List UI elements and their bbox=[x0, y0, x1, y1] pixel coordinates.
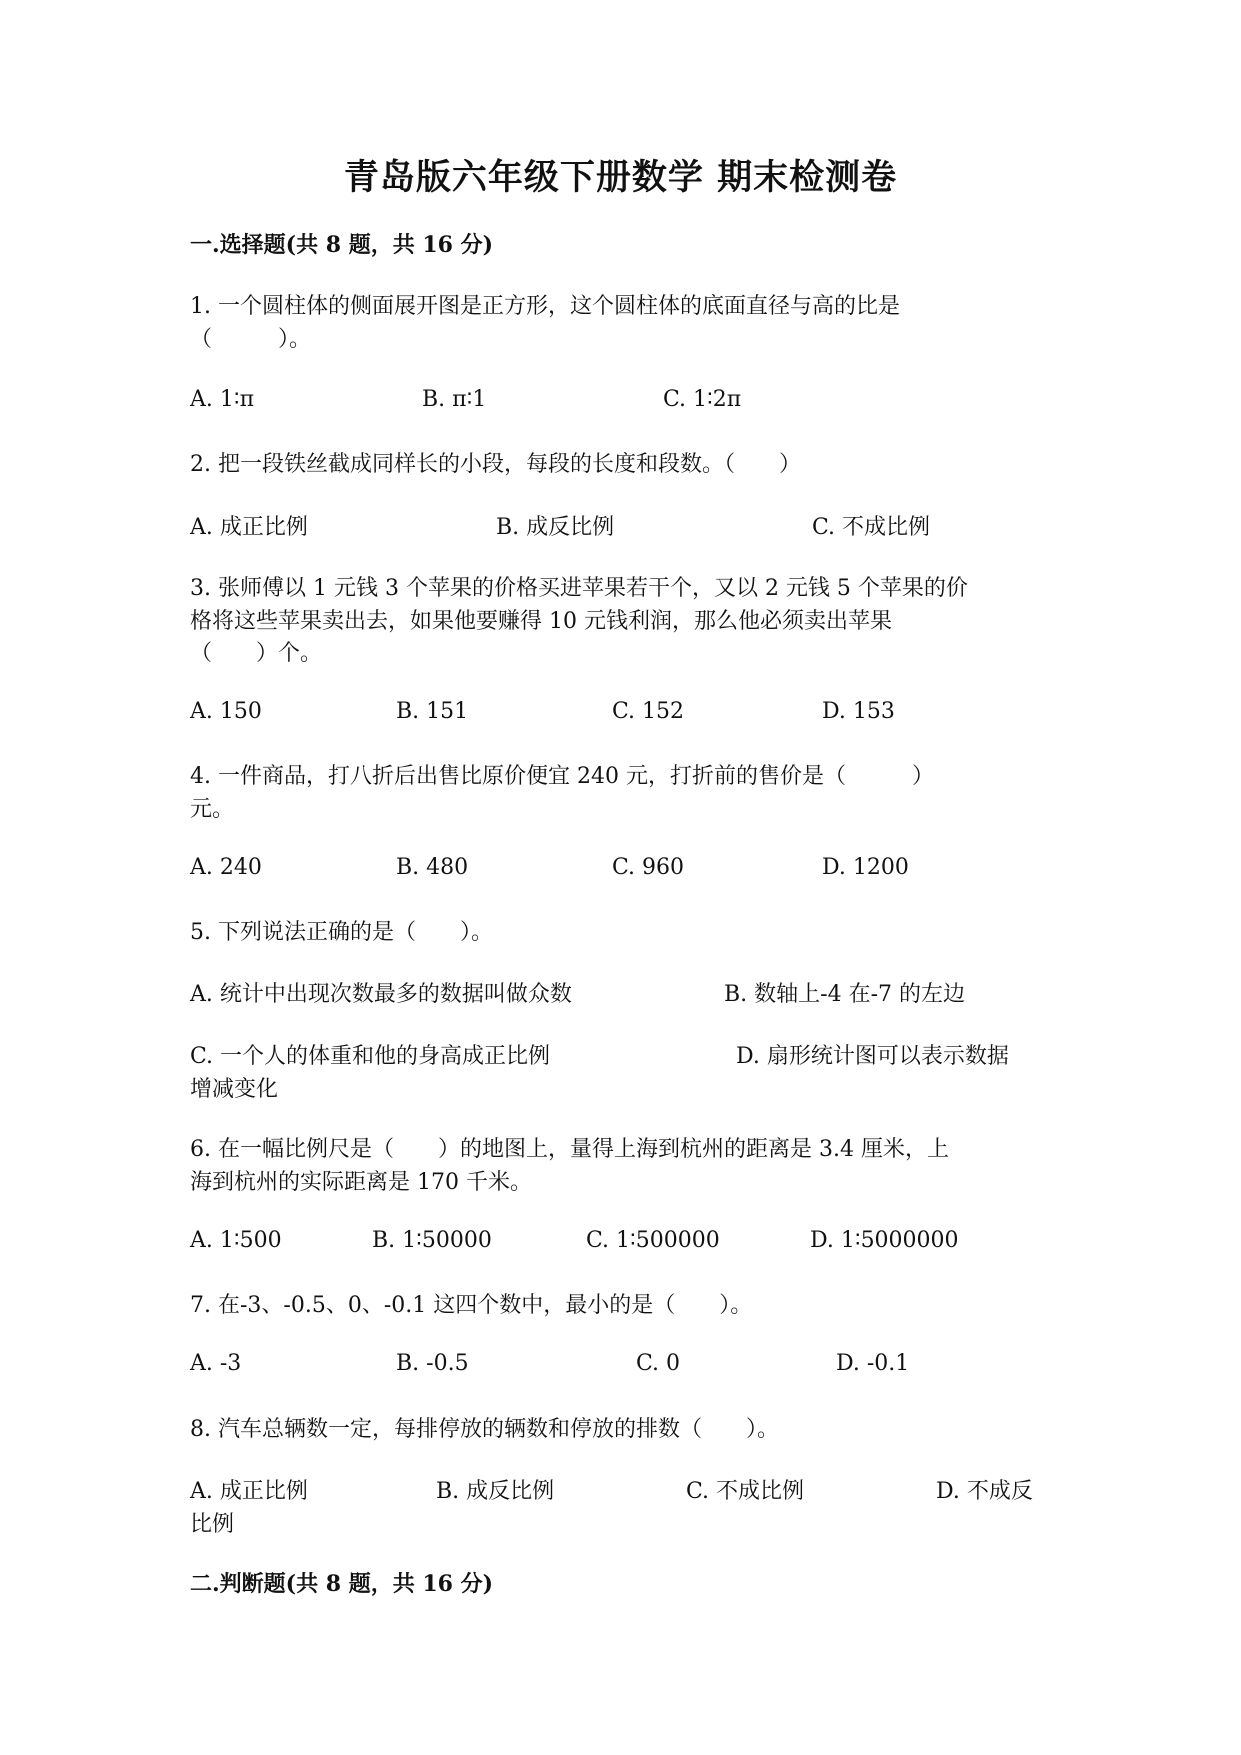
question-8-option-a: A. 成正比例 bbox=[190, 1479, 308, 1504]
section-heading-choice: 一.选择题(共 8 题，共 16 分) bbox=[190, 232, 494, 258]
question-7-option-c: C. 0 bbox=[636, 1351, 681, 1376]
question-4-option-c: C. 960 bbox=[612, 855, 685, 880]
question-3-line-1: 3. 张师傅以 1 元钱 3 个苹果的价格买进苹果若干个，又以 2 元钱 5 个苹果的价 bbox=[190, 576, 968, 601]
question-3-line-3: （ ）个。 bbox=[190, 641, 323, 666]
question-2-option-c: C. 不成比例 bbox=[812, 515, 931, 540]
question-8-option-b: B. 成反比例 bbox=[436, 1479, 555, 1504]
question-8-option-d: D. 不成反 bbox=[936, 1479, 1033, 1504]
question-8-option-d-continued: 比例 bbox=[190, 1512, 235, 1537]
question-5-option-d-continued: 增减变化 bbox=[190, 1077, 279, 1102]
page-title: 青岛版六年级下册数学 期末检测卷 bbox=[343, 157, 898, 198]
question-7-option-a: A. -3 bbox=[190, 1351, 242, 1376]
question-1-option-c: C. 1∶2π bbox=[663, 387, 742, 412]
question-5-option-c: C. 一个人的体重和他的身高成正比例 bbox=[190, 1044, 551, 1069]
question-4-option-a: A. 240 bbox=[190, 855, 262, 880]
question-4-line-2: 元。 bbox=[190, 797, 235, 822]
question-4-line-1: 4. 一件商品，打八折后出售比原价便宜 240 元，打折前的售价是（ ） bbox=[190, 764, 934, 789]
question-7-option-d: D. -0.1 bbox=[836, 1351, 910, 1376]
question-6-option-d: D. 1∶5000000 bbox=[810, 1228, 959, 1253]
question-4-option-b: B. 480 bbox=[396, 855, 469, 880]
question-3-line-2: 格将这些苹果卖出去，如果他要赚得 10 元钱利润，那么他必须卖出苹果 bbox=[190, 609, 892, 634]
question-1-line-2: （ ）。 bbox=[190, 327, 312, 352]
question-3-option-d: D. 153 bbox=[822, 699, 895, 724]
question-4-option-d: D. 1200 bbox=[822, 855, 909, 880]
question-5-option-b: B. 数轴上-4 在-7 的左边 bbox=[724, 982, 966, 1007]
question-1-line-1: 1. 一个圆柱体的侧面展开图是正方形，这个圆柱体的底面直径与高的比是 bbox=[190, 294, 900, 319]
section-heading-judgment: 二.判断题(共 8 题，共 16 分) bbox=[190, 1571, 494, 1597]
question-6-option-a: A. 1∶500 bbox=[190, 1228, 282, 1253]
question-6-option-c: C. 1∶500000 bbox=[586, 1228, 720, 1253]
question-6-option-b: B. 1∶50000 bbox=[372, 1228, 492, 1253]
question-2-line-1: 2. 把一段铁丝截成同样长的小段，每段的长度和段数。（ ） bbox=[190, 452, 801, 477]
question-8-option-c: C. 不成比例 bbox=[686, 1479, 805, 1504]
question-3-option-a: A. 150 bbox=[190, 699, 262, 724]
question-1-option-a: A. 1∶π bbox=[190, 387, 255, 412]
question-6-line-1: 6. 在一幅比例尺是（ ）的地图上，量得上海到杭州的距离是 3.4 厘米，上 bbox=[190, 1137, 949, 1162]
question-2-option-b: B. 成反比例 bbox=[496, 515, 615, 540]
question-8-line-1: 8. 汽车总辆数一定，每排停放的辆数和停放的排数（ ）。 bbox=[190, 1417, 779, 1442]
question-3-option-b: B. 151 bbox=[396, 699, 469, 724]
question-5-option-a: A. 统计中出现次数最多的数据叫做众数 bbox=[190, 982, 572, 1007]
question-7-line-1: 7. 在-3、-0.5、0、-0.1 这四个数中，最小的是（ ）。 bbox=[190, 1293, 753, 1318]
question-3-option-c: C. 152 bbox=[612, 699, 685, 724]
question-6-line-2: 海到杭州的实际距离是 170 千米。 bbox=[190, 1170, 532, 1195]
question-7-option-b: B. -0.5 bbox=[396, 1351, 469, 1376]
question-5-option-d: D. 扇形统计图可以表示数据 bbox=[736, 1044, 1009, 1069]
question-1-option-b: B. π∶1 bbox=[422, 387, 487, 412]
question-5-line-1: 5. 下列说法正确的是（ ）。 bbox=[190, 920, 493, 945]
question-2-option-a: A. 成正比例 bbox=[190, 515, 308, 540]
